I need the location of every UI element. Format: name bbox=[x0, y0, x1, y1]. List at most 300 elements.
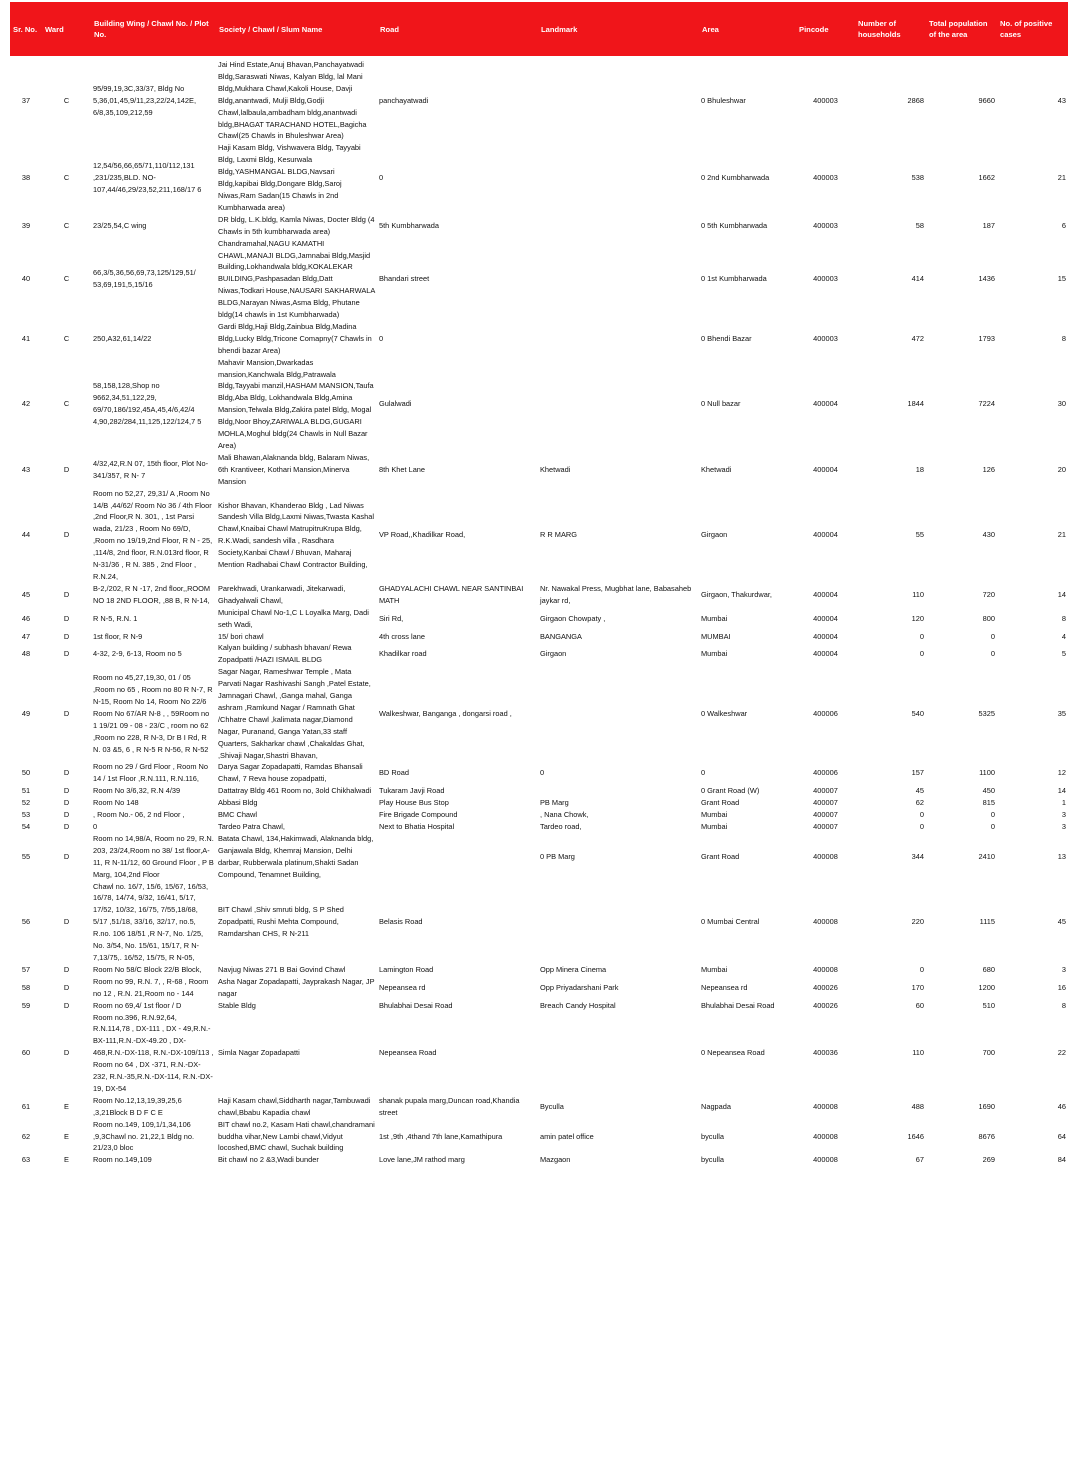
page bbox=[0, 2, 1080, 1462]
cell-households: 170 bbox=[911, 982, 924, 992]
cell-households: 472 bbox=[911, 333, 924, 343]
col-positive: No. of positive cases bbox=[997, 2, 1068, 56]
col-ward: Ward bbox=[42, 2, 91, 56]
table-row bbox=[10, 809, 1068, 821]
cell-society: Municipal Chawl No-1,C L Loyalka Marg, Dadi seth Wadi, bbox=[218, 607, 369, 629]
cell-pincode: 400008 bbox=[813, 1155, 838, 1165]
cell-pincode: 400007 bbox=[813, 786, 838, 796]
cell-building: Chawl no. 16/7, 15/6, 15/67, 16/53, 16/78, 14/74, 9/32, 16/41, 5/17, 17/52, 10/32, 16/75, 7/55,18/68, 5/17 ,51/18, 33/16, 32/17, no.5, R.no. 106 18/51 ,R N-7, No. 1/25, No. 3/54, No. 15/61, 15/17, R N-7,13/75,. 16/52, 15/75, R N-05, bbox=[93, 881, 209, 962]
table-row bbox=[10, 56, 1068, 142]
cell-pincode: 400004 bbox=[813, 589, 838, 599]
cell-road: Love lane,JM rathod marg bbox=[379, 1155, 465, 1165]
cell-sr-no: 43 bbox=[21, 464, 31, 474]
cell-ward: C bbox=[63, 399, 70, 409]
col-households: Number of households bbox=[855, 2, 926, 56]
cell-landmark: Khetwadi bbox=[540, 464, 571, 474]
cell-road: GHADYALACHI CHAWL NEAR SANTINBAI MATH bbox=[379, 583, 524, 605]
cell-landmark: Girgaon Chowpaty , bbox=[540, 613, 606, 623]
cell-sr-no: 60 bbox=[21, 1048, 31, 1058]
table-row bbox=[10, 321, 1068, 357]
cell-positive: 45 bbox=[1057, 917, 1066, 927]
cell-population: 1115 bbox=[979, 917, 995, 927]
table-row bbox=[10, 142, 1068, 213]
cell-positive: 84 bbox=[1057, 1155, 1066, 1165]
cell-building: 4/32,42,R.N 07, 15th floor, Plot No-341/357, R N- 7 bbox=[93, 458, 209, 480]
cell-households: 540 bbox=[911, 708, 924, 718]
cell-road: Play House Bus Stop bbox=[379, 798, 449, 808]
cell-sr-no: 55 bbox=[21, 851, 31, 861]
cell-positive: 14 bbox=[1057, 589, 1066, 599]
cell-society: Bit chawl no 2 &3,Wadi bunder bbox=[218, 1155, 319, 1165]
cell-households: 110 bbox=[912, 589, 924, 599]
cell-pincode: 400008 bbox=[813, 1131, 838, 1141]
cell-positive: 30 bbox=[1057, 399, 1066, 409]
cell-sr-no: 56 bbox=[21, 917, 31, 927]
cell-building: Room No 3/6,32, R.N 4/39 bbox=[93, 786, 181, 796]
table-row bbox=[10, 583, 1068, 607]
cell-society: Kishor Bhavan, Khanderao Bldg , Lad Niwas Sandesh Villa Bldg,Laxmi Niwas,Twasta Kashal Chawl,Knaibai Chawl MatrupitruKrupa Bldg, R.K.Wadi, sandesh villa , Rasdhara Society,Kanbai Chawl / Bhuvan, Maharaj Mention Radhabai Chawl Contractor Building, bbox=[218, 500, 374, 570]
cell-building: Room no 69,4/ 1st floor / D bbox=[93, 1000, 182, 1010]
cell-area: 0 Bhuleshwar bbox=[701, 95, 746, 105]
cell-building: , Room No.- 06, 2 nd Floor , bbox=[93, 810, 185, 820]
cell-society: BIT chawl no.2, Kasam Hati chawl,chandramani buddha vihar,New Lambi chawl,Vidyut locoshed,BMC chawl, Suchak building bbox=[218, 1119, 375, 1153]
cell-building: Room no 29 / Grd Floor , Room No 14 / 1st Floor ,R.N.111, R.N.116, bbox=[93, 762, 209, 784]
cell-positive: 8 bbox=[1061, 1000, 1066, 1010]
cell-positive: 43 bbox=[1057, 95, 1066, 105]
cell-positive: 22 bbox=[1057, 1048, 1066, 1058]
cell-area: 0 Walkeshwar bbox=[701, 708, 748, 718]
cell-road: Lamington Road bbox=[379, 964, 434, 974]
table-row bbox=[10, 821, 1068, 833]
cell-population: 0 bbox=[990, 822, 995, 831]
cell-positive: 35 bbox=[1057, 708, 1066, 718]
cell-road: 4th cross lane bbox=[379, 631, 426, 641]
cell-sr-no: 54 bbox=[21, 822, 31, 831]
cell-road bbox=[377, 833, 538, 881]
col-building: Building Wing / Chawl No. / Plot No. bbox=[91, 2, 216, 56]
cell-ward: D bbox=[63, 530, 70, 540]
cell-households: 120 bbox=[911, 613, 924, 623]
cell-pincode: 400004 bbox=[813, 649, 838, 659]
cell-sr-no: 45 bbox=[21, 589, 31, 599]
cell-positive: 3 bbox=[1061, 810, 1066, 820]
cell-ward: D bbox=[63, 810, 70, 820]
cell-area: Girgaon, Thakurdwar, bbox=[701, 589, 772, 599]
col-society: Society / Chawl / Slum Name bbox=[216, 2, 377, 56]
cell-households: 110 bbox=[912, 1048, 924, 1058]
cell-ward: D bbox=[63, 964, 70, 974]
cell-society: Asha Nagar Zopadapatti, Jayprakash Nagar, JP nagar bbox=[218, 976, 375, 998]
cell-area: Bhulabhai Desai Road bbox=[701, 1000, 775, 1010]
cell-society: Mahavir Mansion,Dwarkadas mansion,Kanchwala Bldg,Patrawala Bldg,Tayyabi manzil,HASHAM MANSION,Taufa Bldg,Aba Bldg, Lokhandwala Bldg,Amina Mansion,Telwala Bldg,Zakira patel Bldg, Mogal Bldg,Noor Bhoy,ZARIWALA BLDG,GUGARI MOHLA,Moghul bldg(24 Chawls in Null Bazar Area) bbox=[218, 357, 374, 450]
cell-area: Mumbai bbox=[701, 810, 728, 820]
cell-population: 0 bbox=[990, 649, 995, 659]
cell-pincode: 400003 bbox=[813, 274, 838, 284]
cell-building: Room no 45,27,19,30, 01 / 05 ,Room no 65 , Room no 80 R N-7, R N-15, Room No 14, Room No 22/6 Room No 67/AR N-8 , , 59Room no 1 19/21 09 - 08 - 23/C , room no 62 ,Room no 228, R N-3, Dr B I Rd, R N. 03 &5, 6 , R N-5 R N-56, R N-52 bbox=[93, 673, 213, 754]
cell-sr-no: 44 bbox=[21, 530, 31, 540]
cell-sr-no: 53 bbox=[21, 810, 31, 820]
cell-sr-no: 41 bbox=[21, 333, 31, 343]
cell-sr-no: 42 bbox=[21, 399, 31, 409]
cell-building: 0 bbox=[93, 822, 98, 831]
cell-landmark bbox=[538, 142, 699, 213]
cell-pincode: 400006 bbox=[813, 708, 838, 718]
cell-building: Room No 58/C Block 22/B Block, bbox=[93, 964, 202, 974]
cell-society: Tardeo Patra Chawl, bbox=[218, 822, 285, 831]
cell-landmark bbox=[538, 666, 699, 761]
cell-positive: 4 bbox=[1061, 631, 1066, 641]
cell-landmark: Opp Priyadarshani Park bbox=[540, 982, 619, 992]
cell-society: BIT Chawl ,Shiv smruti bldg, S P Shed Zopadpatti, Rushi Mehta Compound, Ramdarshan CHS, R N-211 bbox=[218, 905, 344, 939]
cell-pincode: 400004 bbox=[813, 464, 838, 474]
cell-road: Nepeansea rd bbox=[379, 982, 426, 992]
cell-area: 0 Null bazar bbox=[701, 399, 741, 409]
cell-landmark: BANGANGA bbox=[540, 631, 582, 641]
cell-road: Fire Brigade Compound bbox=[379, 810, 458, 820]
cell-landmark: Opp Minera Cinema bbox=[540, 964, 607, 974]
cell-population: 5325 bbox=[978, 708, 995, 718]
cell-ward: C bbox=[63, 173, 70, 183]
cell-population: 0 bbox=[990, 631, 995, 641]
table-row bbox=[10, 1119, 1068, 1155]
cell-building: R N-5, R.N. 1 bbox=[93, 613, 138, 623]
cell-sr-no: 40 bbox=[21, 274, 31, 284]
table-row bbox=[10, 214, 1068, 238]
cell-households: 0 bbox=[919, 822, 924, 831]
col-sr-no: Sr. No. bbox=[10, 2, 42, 56]
cell-landmark bbox=[538, 56, 699, 142]
cell-road: panchayatwadi bbox=[379, 95, 429, 105]
cell-building: Room no 99, R.N. 7, , R-68 , Room no 12 , R.N. 21,Room no - 144 bbox=[93, 976, 209, 998]
cell-landmark: Mazgaon bbox=[540, 1155, 571, 1165]
cell-ward: D bbox=[63, 708, 70, 718]
cell-road: Walkeshwar, Banganga , dongarsi road , bbox=[379, 708, 512, 718]
cell-society: Darya Sagar Zopadapatti, Ramdas Bhansali Chawl, 7 Reva house zopadpatti, bbox=[218, 762, 363, 784]
cell-households: 157 bbox=[911, 768, 924, 778]
cell-population: 1793 bbox=[978, 333, 995, 343]
cell-sr-no: 59 bbox=[21, 1000, 31, 1010]
cell-society: Haji Kasam Bldg, Vishwavera Bldg, Tayyabi Bldg, Laxmi Bldg, Kesurwala Bldg,YASHMANGAL BLDG,Navsari Bldg,kapibai Bldg,Dongare Bldg,Saroj Niwas,Ram Sadan(15 Chawls in 2nd Kumbharwada area) bbox=[218, 143, 361, 212]
cell-sr-no: 63 bbox=[21, 1155, 31, 1165]
cell-building: Room No.12,13,19,39,25,6 ,3,21Block B D F C E bbox=[93, 1095, 182, 1117]
cell-population: 800 bbox=[982, 613, 995, 623]
cell-landmark: , Nana Chowk, bbox=[540, 810, 589, 820]
cell-society: Navjug Niwas 271 B Bai Govind Chawl bbox=[218, 964, 346, 974]
cell-area: 0 1st Kumbharwada bbox=[701, 274, 767, 284]
cell-pincode: 400004 bbox=[813, 613, 838, 623]
col-population: Total population of the area bbox=[926, 2, 997, 56]
cell-positive: 12 bbox=[1057, 768, 1066, 778]
cell-households: 1646 bbox=[907, 1131, 924, 1141]
table-row bbox=[10, 881, 1068, 964]
cell-road: shanak pupala marg,Duncan road,Khandia street bbox=[379, 1095, 520, 1117]
cell-pincode: 400004 bbox=[813, 631, 838, 641]
table-row bbox=[10, 357, 1068, 452]
cell-landmark: amin patel office bbox=[540, 1131, 594, 1141]
cell-households: 45 bbox=[915, 786, 924, 796]
cell-population: 720 bbox=[982, 589, 995, 599]
cell-households: 538 bbox=[911, 173, 924, 183]
cell-area: Mumbai bbox=[701, 649, 728, 659]
cell-area: MUMBAI bbox=[701, 631, 731, 641]
cell-ward: D bbox=[63, 982, 70, 992]
cell-road: Nepeansea Road bbox=[379, 1048, 437, 1058]
cell-pincode: 400003 bbox=[813, 220, 838, 230]
table-row bbox=[10, 607, 1068, 631]
cell-society: BMC Chawl bbox=[218, 810, 258, 820]
cell-building: Room No 148 bbox=[93, 798, 139, 808]
cell-landmark: 0 PB Marg bbox=[540, 851, 575, 861]
cell-sr-no: 57 bbox=[21, 964, 31, 974]
cell-ward: D bbox=[63, 631, 70, 641]
table-header bbox=[10, 2, 1068, 56]
cell-building: 66,3/5,36,56,69,73,125/129,51/ 53,69,191,5,15/16 bbox=[93, 268, 196, 290]
cell-population: 269 bbox=[982, 1155, 995, 1165]
cell-road: 1st ,9th ,4thand 7th lane,Kamathipura bbox=[379, 1131, 503, 1141]
cell-positive: 8 bbox=[1061, 613, 1066, 623]
cell-area: byculla bbox=[701, 1131, 725, 1141]
cell-road: Gulalwadi bbox=[379, 399, 412, 409]
table-row bbox=[10, 666, 1068, 761]
cell-building: 1st floor, R N-9 bbox=[93, 631, 143, 641]
cell-pincode: 400008 bbox=[813, 1101, 838, 1111]
cell-area: Mumbai bbox=[701, 613, 728, 623]
cell-population: 700 bbox=[982, 1048, 995, 1058]
cell-population: 8676 bbox=[978, 1131, 995, 1141]
cell-households: 0 bbox=[919, 649, 924, 659]
cell-sr-no: 47 bbox=[21, 631, 31, 641]
table-row bbox=[10, 452, 1068, 488]
table-row bbox=[10, 964, 1068, 976]
cell-positive: 15 bbox=[1057, 274, 1066, 284]
cell-population: 510 bbox=[982, 1000, 995, 1010]
cell-road: VP Road,,Khadilkar Road, bbox=[379, 530, 466, 540]
cell-society: Parekhwadi, Urankarwadi, Jitekarwadi, Ghadyalwali Chawl, bbox=[218, 583, 346, 605]
cell-population: 9660 bbox=[978, 95, 995, 105]
cell-road: Tukaram Javji Road bbox=[379, 786, 445, 796]
cell-ward: D bbox=[63, 1048, 70, 1058]
cell-ward: D bbox=[63, 851, 70, 861]
cell-population: 0 bbox=[990, 810, 995, 820]
cell-society: Haji Kasam chawl,Siddharth nagar,Tambuwadi chawl,Bbabu Kapadia chawl bbox=[218, 1095, 371, 1117]
cell-households: 58 bbox=[915, 220, 924, 230]
cell-society: Chandramahal,NAGU KAMATHI CHAWL,MANAJI BLDG,Jamnabai Bldg,Masjid Building,Lokhandwala bldg,KOKALEKAR BUILDING,Pashpasadan Bldg,Datt Niwas,Todkari House,NAUSARI SAKHARWALA BLDG,Narayan Niwas,Asma Bldg, Phutane bldg(14 chawls in 1st Kumbharwada) bbox=[218, 238, 375, 320]
cell-positive: 46 bbox=[1057, 1101, 1066, 1111]
cell-road: Next to Bhatia Hospital bbox=[379, 822, 455, 831]
cell-area: 0 Grant Road (W) bbox=[701, 786, 760, 796]
cell-ward: C bbox=[63, 333, 70, 343]
cell-sr-no: 38 bbox=[21, 173, 31, 183]
cell-landmark: R R MARG bbox=[540, 530, 577, 540]
cell-households: 344 bbox=[911, 851, 924, 861]
cell-sr-no: 48 bbox=[21, 649, 31, 659]
cell-pincode: 400007 bbox=[813, 810, 838, 820]
table-row bbox=[10, 785, 1068, 797]
cell-ward: D bbox=[63, 917, 70, 927]
cell-ward: C bbox=[63, 274, 70, 284]
cell-households: 0 bbox=[919, 631, 924, 641]
cell-landmark: Tardeo road, bbox=[540, 822, 582, 831]
cell-building: Room no.396, R.N.92,64, R.N.114,78 , DX-111 , DX - 49,R.N.-BX-111,R.N.-DX-49.20 , DX-468,R.N.-DX-118, R.N.-DX-109/113 , Room no 64 , DX -371, R.N.-DX-232, R.N.-35,R.N.-DX-114, R.N.-DX-19, DX-54 bbox=[93, 1012, 214, 1093]
cell-area: Girgaon bbox=[701, 530, 728, 540]
cell-households: 55 bbox=[915, 530, 924, 540]
cell-positive: 21 bbox=[1057, 173, 1066, 183]
cell-area: 0 2nd Kumbharwada bbox=[701, 173, 770, 183]
cases-table bbox=[10, 2, 1068, 1166]
cell-ward: D bbox=[63, 589, 70, 599]
cell-households: 0 bbox=[919, 810, 924, 820]
table-row bbox=[10, 976, 1068, 1000]
cell-ward: D bbox=[63, 464, 70, 474]
cell-pincode: 400026 bbox=[813, 982, 838, 992]
table-row bbox=[10, 642, 1068, 666]
cell-building: 12,54/56,66,65/71,110/112,131 ,231/235,BLD. NO-107,44/46,29/23,52,211,168/17 6 bbox=[93, 161, 202, 195]
table-row bbox=[10, 833, 1068, 881]
cell-population: 1436 bbox=[978, 274, 995, 284]
cell-pincode: 400003 bbox=[813, 173, 838, 183]
cell-ward: D bbox=[63, 768, 70, 778]
cell-society: Sagar Nagar, Rameshwar Temple , Mata Parvati Nagar Rashivashi Sangh ,Patel Estate, Jamnagari Chawl, ,Ganga mahal, Ganga ashram ,Ramkund Nagar / Ramnath Ghat /Chhatre Chawl ,kalimata nagar,Diamond Nagar, Puranand, Ganga Yatan,33 staff Quarters, Sakharkar chawl ,Chakaldas Ghat, ,Shivaji Nagar,Shastri Bhavan, bbox=[218, 667, 371, 760]
cell-landmark bbox=[538, 238, 699, 321]
cell-landmark: Breach Candy Hospital bbox=[540, 1000, 616, 1010]
cell-area: 0 Nepeansea Road bbox=[701, 1048, 765, 1058]
cell-population: 1662 bbox=[978, 173, 995, 183]
cell-area: 0 bbox=[701, 768, 706, 778]
cell-positive: 3 bbox=[1061, 964, 1066, 974]
cell-building: Room no 14,98/A, Room no 29, R.N. 203, 23/24,Room no 38/ 1st floor,A-11, R N-11/12, 60 Ground Floor , P B Marg, 104,2nd Floor bbox=[93, 833, 214, 879]
cell-pincode: 400003 bbox=[813, 333, 838, 343]
cell-positive: 13 bbox=[1057, 851, 1066, 861]
table-row bbox=[10, 238, 1068, 321]
cell-landmark bbox=[538, 881, 699, 964]
cell-building: Room no 52,27, 29,31/ A ,Room No 14/B ,44/62/ Room No 36 / 4th Floor ,2nd Floor,R N. 301, , 1st Parsi wada, 21/23 , Room No 69/D, ,Room no 19/19,2nd Floor, R N - 25, ,114/8, 2nd floor, R.N.013rd floor, R N-31/36 , R N. 385 , 2nd Floor , R.N.24, bbox=[93, 488, 213, 581]
cell-society: Simla Nagar Zopadapatti bbox=[218, 1048, 300, 1058]
table-row bbox=[10, 631, 1068, 643]
cell-society: DR bldg, L.K.bldg, Kamla Niwas, Docter Bldg (4 Chawls in 5th kumbharwada area) bbox=[218, 214, 375, 236]
cell-road: 0 bbox=[379, 173, 384, 183]
cell-ward: E bbox=[64, 1101, 69, 1111]
cell-positive: 1 bbox=[1061, 798, 1066, 808]
cell-ward: E bbox=[64, 1131, 69, 1141]
table-row bbox=[10, 797, 1068, 809]
cell-society: Kalyan building / subhash bhavan/ Rewa Zopadpatti /HAZI ISMAIL BLDG bbox=[218, 643, 352, 665]
cell-landmark: PB Marg bbox=[540, 798, 569, 808]
cell-road: Bhulabhai Desai Road bbox=[379, 1000, 453, 1010]
cell-building: 23/25,54,C wing bbox=[93, 220, 147, 230]
cell-pincode: 400008 bbox=[813, 964, 838, 974]
cell-ward: D bbox=[63, 798, 70, 808]
cell-area: Nagpada bbox=[701, 1101, 731, 1111]
cell-landmark bbox=[538, 1012, 699, 1095]
cell-landmark bbox=[538, 357, 699, 452]
col-pincode: Pincode bbox=[796, 2, 855, 56]
cell-positive: 8 bbox=[1061, 333, 1066, 343]
cell-society: 15/ bori chawl bbox=[218, 631, 264, 641]
cell-population: 680 bbox=[982, 964, 995, 974]
cell-building: B-2,/202, R N -17, 2nd floor,,ROOM NO 18 2ND FLOOR, ,88 B, R N-14, bbox=[93, 583, 211, 605]
cell-road: Siri Rd, bbox=[379, 613, 404, 623]
cell-sr-no: 37 bbox=[21, 95, 31, 105]
cell-households: 18 bbox=[915, 464, 924, 474]
table-row bbox=[10, 1012, 1068, 1095]
col-road: Road bbox=[377, 2, 538, 56]
cell-sr-no: 51 bbox=[21, 786, 31, 796]
cell-landmark: 0 bbox=[540, 768, 545, 778]
cell-population: 1100 bbox=[979, 768, 995, 778]
cell-society: Gardi Bldg,Haji Bldg,Zainbua Bldg,Madina Bldg,Lucky Bldg,Tricone Comapny(7 Chawls in bhendi bazar Area) bbox=[218, 321, 372, 355]
cell-road: BD Road bbox=[379, 768, 409, 778]
col-area: Area bbox=[699, 2, 796, 56]
cell-sr-no: 49 bbox=[21, 708, 31, 718]
cell-area: Grant Road bbox=[701, 851, 740, 861]
table-row bbox=[10, 761, 1068, 785]
cell-sr-no: 58 bbox=[21, 982, 31, 992]
cell-households: 62 bbox=[915, 798, 924, 808]
cell-landmark bbox=[538, 214, 699, 238]
cell-pincode: 400008 bbox=[813, 851, 838, 861]
cell-landmark: Nr. Nawakal Press, Mugbhat lane, Babasaheb jaykar rd, bbox=[540, 583, 692, 605]
cell-ward: D bbox=[63, 1000, 70, 1010]
cell-area: 0 Mumbai Central bbox=[701, 917, 760, 927]
cell-society: Stable Bldg bbox=[218, 1000, 256, 1010]
cell-population: 430 bbox=[982, 530, 995, 540]
cell-building: Room no.149, 109,1/1,34,106 ,9,3Chawl no. 21,22,1 Bldg no. 21/23,0 bloc bbox=[93, 1119, 195, 1153]
cell-area: Mumbai bbox=[701, 822, 728, 831]
cell-road: Belasis Road bbox=[379, 917, 423, 927]
cell-households: 1844 bbox=[907, 399, 924, 409]
cell-pincode: 400004 bbox=[813, 399, 838, 409]
cell-sr-no: 61 bbox=[21, 1101, 31, 1111]
cell-pincode: 400003 bbox=[813, 95, 838, 105]
table-row bbox=[10, 1095, 1068, 1119]
cell-positive: 16 bbox=[1057, 982, 1066, 992]
cell-population: 1200 bbox=[978, 982, 995, 992]
table-row bbox=[10, 1000, 1068, 1012]
cell-households: 414 bbox=[911, 274, 924, 284]
cell-area: byculla bbox=[701, 1155, 725, 1165]
table-row bbox=[10, 488, 1068, 583]
table-body bbox=[10, 56, 1068, 1166]
cell-population: 450 bbox=[982, 786, 995, 796]
cell-pincode: 400007 bbox=[813, 822, 838, 831]
cell-building: 250,A32,61,14/22 bbox=[93, 333, 152, 343]
cell-positive: 3 bbox=[1061, 822, 1066, 831]
cell-positive: 5 bbox=[1061, 649, 1066, 659]
cell-area: Khetwadi bbox=[701, 464, 732, 474]
cell-area: 0 Bhendi Bazar bbox=[701, 333, 752, 343]
cell-area: Nepeansea rd bbox=[701, 982, 748, 992]
cell-society: Mali Bhawan,Alaknanda bldg, Balaram Niwas, 6th Krantiveer, Kothari Mansion,Minerva Mansion bbox=[218, 452, 370, 486]
cell-landmark: Byculla bbox=[540, 1101, 564, 1111]
cell-landmark: Girgaon bbox=[540, 649, 567, 659]
cell-pincode: 400036 bbox=[813, 1048, 838, 1058]
cell-population: 1690 bbox=[978, 1101, 995, 1111]
cell-road: Bhandari street bbox=[379, 274, 430, 284]
table-row bbox=[10, 1154, 1068, 1166]
cell-society: Batata Chawl, 134,Hakimwadi, Alaknanda bldg, Ganjawala Bldg, Khemraj Mansion, Delhi darbar, Rubberwala platinum,Shakti Sadan Compound, Tenamnet Building, bbox=[218, 833, 374, 879]
cell-ward: C bbox=[63, 220, 70, 230]
cell-positive: 21 bbox=[1057, 530, 1066, 540]
cell-pincode: 400004 bbox=[813, 530, 838, 540]
cell-households: 60 bbox=[915, 1000, 924, 1010]
cell-landmark bbox=[538, 785, 699, 797]
cell-sr-no: 46 bbox=[21, 613, 31, 623]
cell-road: 5th Kumbharwada bbox=[379, 220, 439, 230]
cell-pincode: 400006 bbox=[813, 768, 838, 778]
cell-sr-no: 52 bbox=[21, 798, 31, 808]
cell-pincode: 400008 bbox=[813, 917, 838, 927]
col-landmark: Landmark bbox=[538, 2, 699, 56]
